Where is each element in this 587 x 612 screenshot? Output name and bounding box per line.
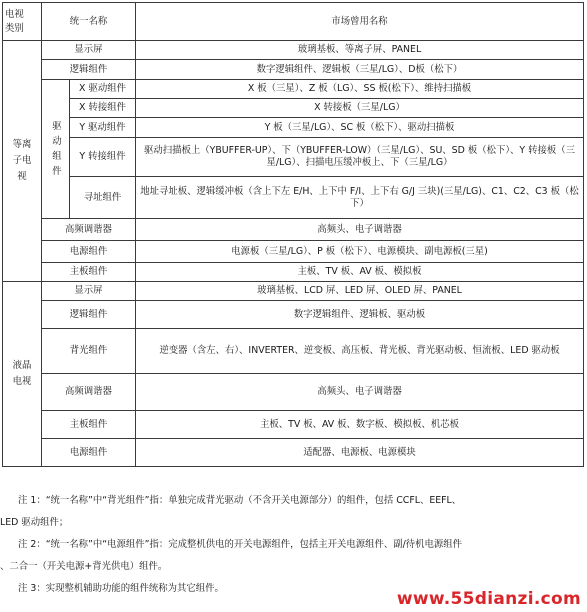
cell-market-name: 数字逻辑组件、逻辑板、驱动板 [136, 301, 584, 329]
cell-unified-name: 背光组件 [42, 329, 136, 374]
cell-unified-name: 电源组件 [42, 241, 136, 263]
table-row [3, 263, 584, 282]
table-row [3, 219, 584, 241]
cell-unified-name: 高频调谐器 [42, 374, 136, 411]
header-category: 电视 类别 [3, 3, 42, 41]
cell-market-name: 玻璃基板、LCD 屏、LED 屏、OLED 屏、PANEL [136, 282, 584, 301]
cell-market-name: 逆变器（含左、右）、INVERTER、逆变板、高压板、背光板、背光驱动板、恒流板、LED 驱动板 [136, 329, 584, 374]
table-row [3, 282, 584, 301]
cell-unified-name: 逻辑组件 [42, 60, 136, 80]
cell-market-name: 高频头、电子调谐器 [136, 374, 584, 411]
table-row [3, 99, 584, 118]
cell-market-name: Y 板（三星/LG）、SC 板（松下）、驱动扫描板 [136, 118, 584, 138]
table-header-row [3, 3, 584, 41]
cell-unified-name: 主板组件 [42, 411, 136, 439]
cell-unified-name: Y 转接组件 [70, 138, 136, 177]
table-row [3, 177, 584, 219]
cell-unified-name: 高频调谐器 [42, 219, 136, 241]
cell-market-name: 主板、TV 板、AV 板、数字板、模拟板、机芯板 [136, 411, 584, 439]
table-row [3, 439, 584, 467]
table-notes [0, 490, 587, 600]
tv-component-name-table [2, 2, 584, 467]
table-row [3, 374, 584, 411]
cell-unified-name: 逻辑组件 [42, 301, 136, 329]
cell-market-name: 玻璃基板、等离子屏、PANEL [136, 41, 584, 60]
cell-market-name: 主板、TV 板、AV 板、模拟板 [136, 263, 584, 282]
table-row [3, 301, 584, 329]
cell-unified-name: 主板组件 [42, 263, 136, 282]
table-row [3, 41, 584, 60]
cell-unified-name: X 驱动组件 [70, 80, 136, 99]
cell-unified-name: 显示屏 [42, 282, 136, 301]
cell-market-name: 数字逻辑组件、逻辑板（三星/LG）、D板（松下） [136, 60, 584, 80]
watermark: www.55dianzi.com [396, 589, 581, 609]
category-plasma: 等离 子电 视 [3, 41, 42, 282]
cell-market-name: X 转接板（三星/LG） [136, 99, 584, 118]
cell-market-name: 高频头、电子调谐器 [136, 219, 584, 241]
cell-market-name: X 板（三星）、Z 板（LG）、SS 板(松下）、维持扫描板 [136, 80, 584, 99]
note-2-line-1: 注 2：“统一名称”中“电源组件”指：完成整机供电的开关电源组件，包括主开关电源组件、副/待机电源组件 [18, 539, 463, 550]
header-market-name: 市场曾用名称 [331, 15, 388, 27]
cell-unified-name: Y 驱动组件 [70, 118, 136, 138]
cell-market-name: 驱动扫描板上（YBUFFER-UP）、下（YBUFFER-LOW）（三星/LG）、SU、SD 板（松下）、Y 转接板（三星/LG）、扫描电压缓冲板上、下（三星/LG） [136, 138, 584, 177]
header-unified-name: 统一名称 [42, 3, 136, 40]
cell-market-name: 适配器、电源板、电源模块 [136, 439, 584, 467]
note-1-line-2: LED 驱动组件； [0, 517, 69, 528]
note-1-line-1: 注 1：“统一名称”中“背光组件”指：单独完成背光驱动（不含开关电源部分）的组件，包括 CCFL、EEFL、 [18, 495, 462, 506]
note-3: 注 3：实现整机辅助功能的组件统称为其它组件。 [18, 583, 224, 594]
cell-market-name: 电源板（三星/LG）、P 板（松下）、电源模块、副电源板(三星) [136, 241, 584, 263]
header-merged [42, 3, 584, 41]
cell-unified-name: 显示屏 [42, 41, 136, 60]
table-row [3, 80, 584, 99]
cell-market-name: 地址寻址板、逻辑缓冲板（含上下左 E/H、上下中 F/I、上下右 G/J 三块)(三星/LG)、C1、C2、C3 板（松下） [136, 177, 584, 219]
table-row [3, 60, 584, 80]
cell-unified-name: 寻址组件 [70, 177, 136, 219]
table-row [3, 118, 584, 138]
cell-unified-name: 电源组件 [42, 439, 136, 467]
table-row [3, 411, 584, 439]
table-row [3, 138, 584, 177]
drive-group-label: 驱 动 组 件 [42, 80, 70, 219]
note-2-line-2: 、二合一（开关电源+背光供电）组件。 [0, 561, 168, 572]
table-row [3, 329, 584, 374]
cell-unified-name: X 转接组件 [70, 99, 136, 118]
category-lcd: 液晶 电视 [3, 282, 42, 467]
table-row [3, 241, 584, 263]
